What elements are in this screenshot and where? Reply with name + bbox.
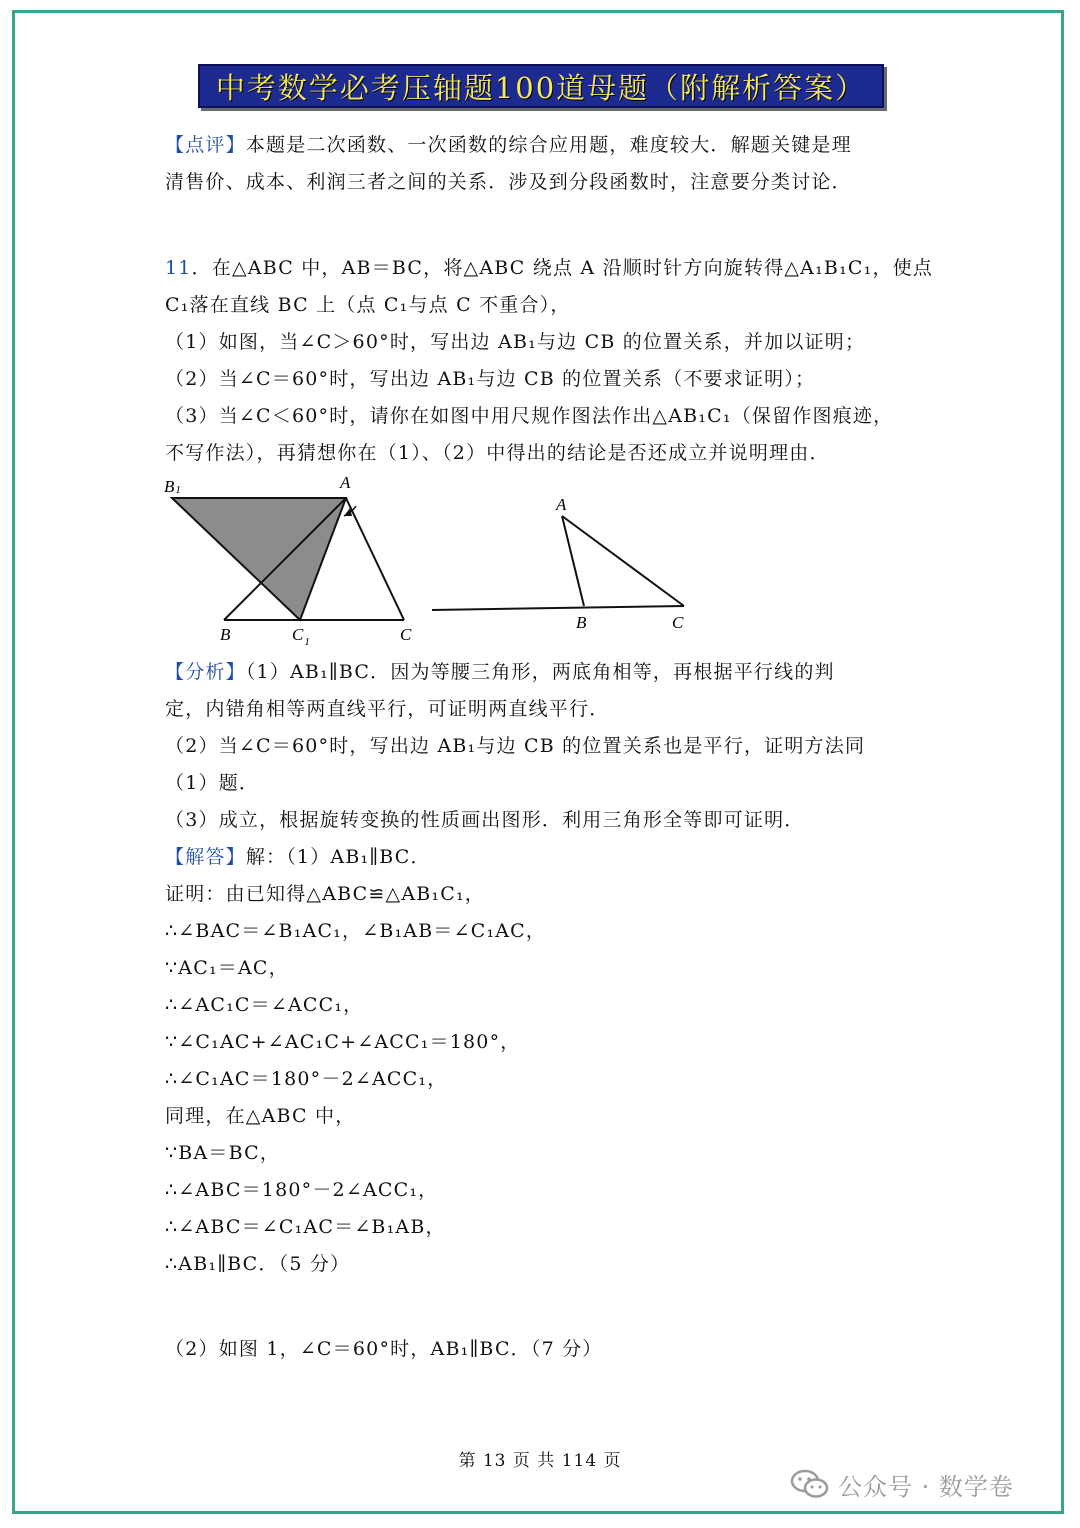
analysis-text-1: （1）AB₁∥BC．因为等腰三角形，两底角相等，再根据平行线的判 [245, 661, 835, 683]
analysis-line-1 [165, 659, 925, 685]
comment-line-2: 清售价、成本、利润三者之间的关系．涉及到分段函数时，注意要分类讨论． [165, 171, 852, 193]
watermark [790, 1466, 1014, 1502]
question-line-1 [165, 255, 934, 281]
analysis-tag: 【分析】 [165, 661, 246, 683]
answer-tag: 【解答】 [165, 846, 246, 868]
right-figure [432, 495, 684, 632]
label-a-right: A [556, 495, 567, 514]
page-title: 中考数学必考压轴题100道母题（附解析答案） [215, 70, 867, 105]
page-border [12, 10, 1064, 1514]
answer-step: ∵AC₁＝AC， [165, 957, 289, 979]
label-b-right: B [576, 613, 587, 632]
label-c-left: C [400, 625, 412, 644]
answer-step: 同理，在△ABC 中， [165, 1105, 356, 1127]
answer-lead-text: 解：（1）AB₁∥BC． [245, 846, 431, 868]
line-bc-extended [432, 606, 684, 610]
answer-step: ∴∠C₁AC＝180°－2∠ACC₁， [165, 1068, 448, 1090]
comment-text-1: 本题是二次函数、一次函数的综合应用题，难度较大．解题关键是理 [245, 134, 852, 156]
answer-step: ∴∠AC₁C＝∠ACC₁， [165, 994, 364, 1016]
answer-step: ∴∠ABC＝180°－2∠ACC₁， [165, 1179, 439, 1201]
label-c-right: C [672, 613, 684, 632]
question-line-3: （1）如图，当∠C＞60°时，写出边 AB₁与边 CB 的位置关系，并加以证明； [165, 331, 866, 353]
analysis-line-4: （1）题． [165, 772, 260, 794]
geometry-figure [160, 472, 720, 652]
answer-step: 证明：由已知得△ABC≌△AB₁C₁， [165, 883, 485, 905]
answer-step: ∵BA＝BC， [165, 1142, 281, 1164]
watermark-text: 公众号 · 数学卷 [838, 1472, 1014, 1501]
left-figure [164, 473, 412, 648]
analysis-line-2: 定，内错角相等两直线平行，可证明两直线平行． [165, 698, 610, 720]
question-number: 11 [165, 257, 192, 279]
label-a-left: A [340, 473, 351, 492]
wechat-icon [790, 1468, 830, 1500]
answer-step: ∴AB₁∥BC．（5 分） [165, 1253, 351, 1275]
comment-tag: 【点评】 [165, 134, 246, 156]
comment-line-1 [165, 132, 925, 158]
answer-part-2: （2）如图 1，∠C＝60°时，AB₁∥BC．（7 分） [165, 1338, 603, 1360]
segment-ac [346, 498, 404, 620]
question-line-5: （3）当∠C＜60°时，请你在如图中用尺规作图法作出△AB₁C₁（保留作图痕迹， [165, 405, 894, 427]
answer-line-lead [165, 844, 925, 870]
label-b1: B1 [164, 477, 181, 496]
analysis-line-3: （2）当∠C＝60°时，写出边 AB₁与边 CB 的位置关系也是平行，证明方法同 [165, 735, 866, 757]
question-text-1: ．在△ABC 中，AB＝BC，将△ABC 绕点 A 沿顺时针方向旋转得△A₁B₁C₁，使点 [191, 257, 934, 279]
question-line-4: （2）当∠C＝60°时，写出边 AB₁与边 CB 的位置关系（不要求证明）； [165, 368, 816, 390]
page-number: 第 13 页 共 114 页 [458, 1451, 622, 1471]
answer-step: ∴∠BAC＝∠B₁AC₁，∠B₁AB＝∠C₁AC， [165, 920, 547, 942]
label-b-left: B [220, 625, 231, 644]
question-line-6: 不写作法），再猜想你在（1）、（2）中得出的结论是否还成立并说明理由． [165, 442, 830, 464]
label-c1: $C_1$ [292, 625, 310, 648]
title-banner [198, 64, 884, 108]
answer-step: ∵∠C₁AC+∠AC₁C+∠ACC₁＝180°， [165, 1031, 521, 1053]
analysis-line-5: （3）成立，根据旋转变换的性质画出图形．利用三角形全等即可证明． [165, 809, 805, 831]
shaded-triangle-ab1c1 [172, 498, 346, 620]
question-line-2: C₁落在直线 BC 上（点 C₁与点 C 不重合）， [165, 294, 571, 316]
answer-step: ∴∠ABC＝∠C₁AC＝∠B₁AB， [165, 1216, 446, 1238]
